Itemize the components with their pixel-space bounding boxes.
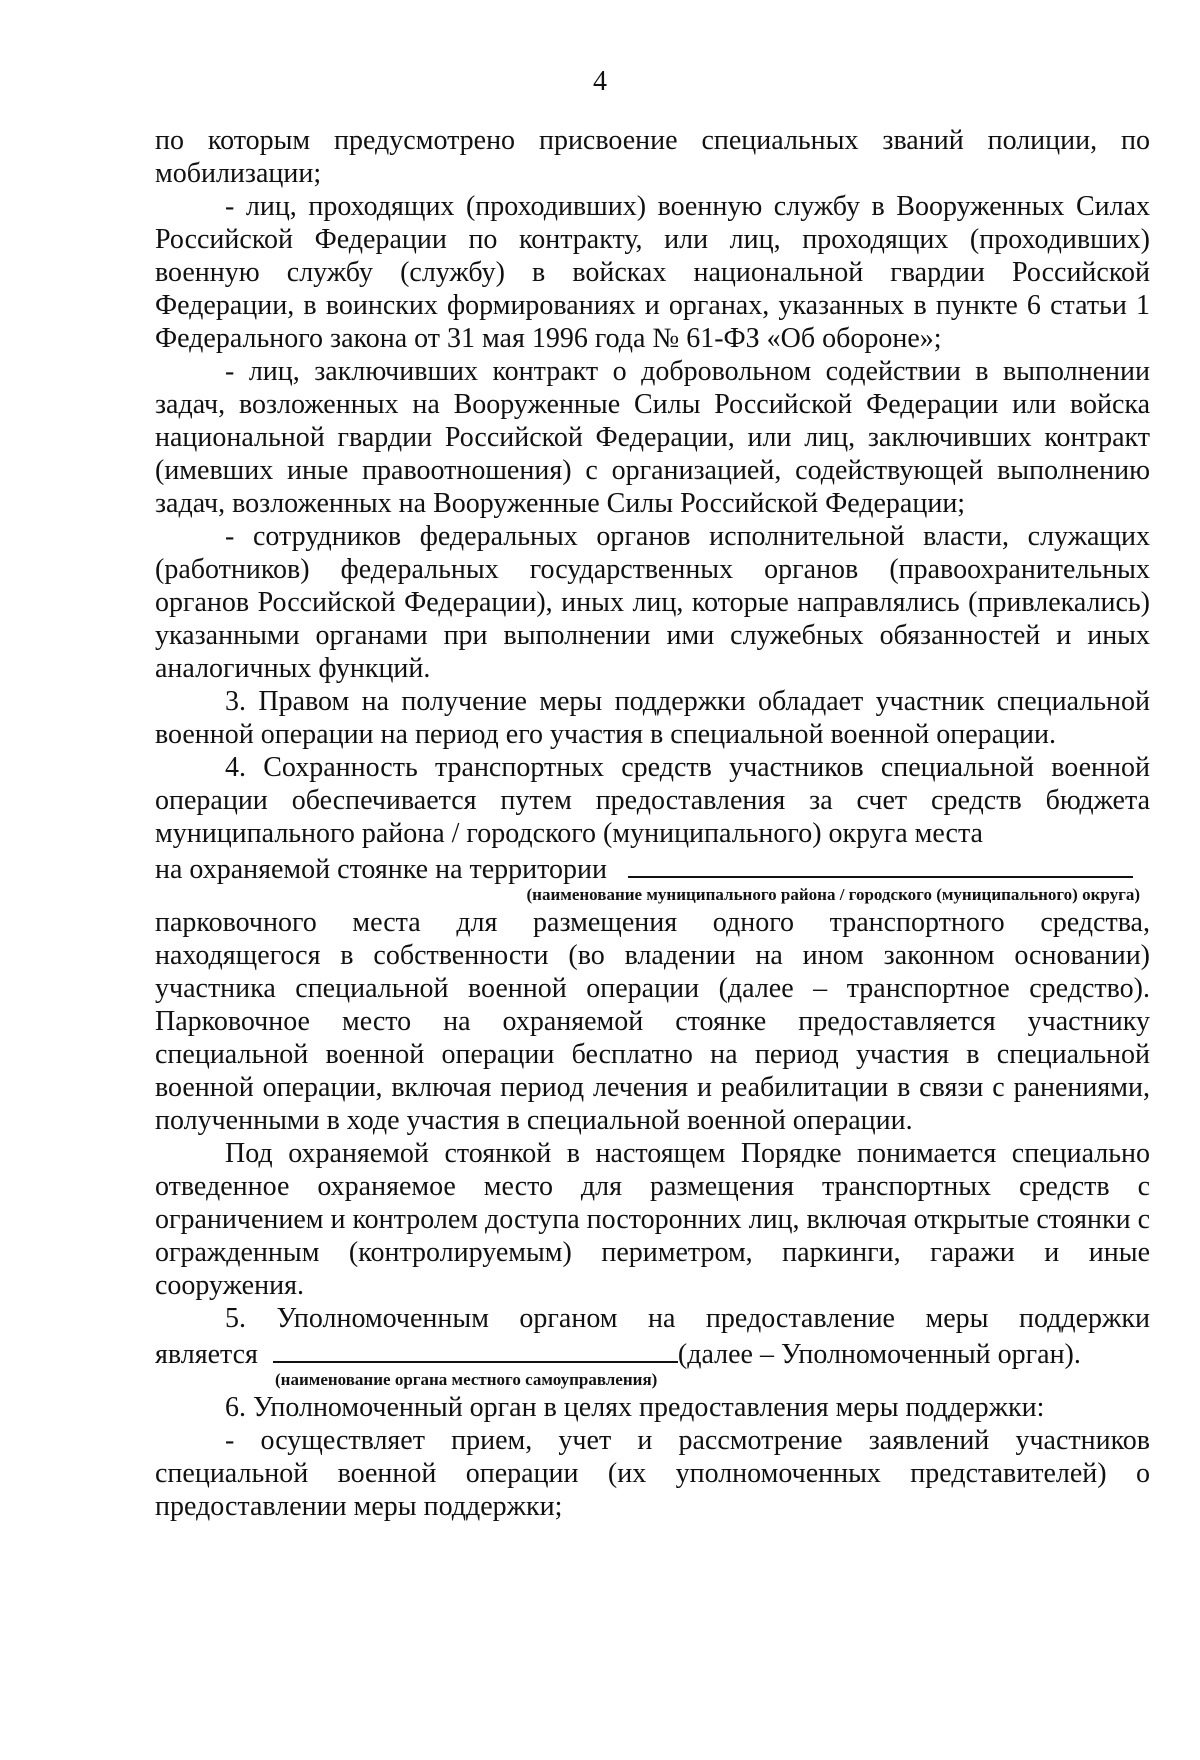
territory-line-text: на охраняемой стоянке на территории xyxy=(155,854,607,885)
authority-line-start: является xyxy=(155,1339,258,1370)
page-number: 4 xyxy=(593,66,607,97)
paragraph: 6. Уполномоченный орган в целях предоставления меры поддержки: xyxy=(225,1392,1045,1423)
paragraph: парковочного места для размещения одного транспортного средства, находящегося в собственности (во владении на ином законном основании) участника специальной военной операции (далее – транспортное средство). Парковочное место на охраняемой стоянке предоставляется участнику специальной военной операции бесплатно на период участия в специальной военной операции, включая период лечения и реабилитации в связи с ранениями, полученными в ходе участия в специальной военной операции. xyxy=(155,907,1150,1136)
paragraph: 3. Правом на получение меры поддержки обладает участник специальной военной операции на период его участия в специальной военной операции. xyxy=(155,686,1150,750)
territory-blank-field xyxy=(628,850,1133,878)
territory-line xyxy=(155,850,1150,886)
paragraph: 4. Сохранность транспортных средств участников специальной военной операции обеспечивается путем предоставления за счет средств бюджета муниципального района / городского (муниципального) округа места xyxy=(155,752,1150,849)
territory-field-hint: (наименование муниципального района / городского (муниципального) округа) xyxy=(526,885,1140,904)
authority-line-end: (далее – Уполномоченный орган). xyxy=(677,1339,1081,1370)
paragraph: - лиц, проходящих (проходивших) военную службу в Вооруженных Силах Российской Федерации по контракту, или лиц, проходящих (проходивших) военную службу (службу) в войсках национальной гвардии Российской Федерации, в воинских формированиях и органах, указанных в пункте 6 статьи 1 Федерального закона от 31 мая 1996 года № 61-ФЗ «Об обороне»; xyxy=(155,191,1150,354)
paragraph: 5. Уполномоченным органом на предоставление меры поддержки xyxy=(225,1303,1150,1334)
paragraph: по которым предусмотрено присвоение специальных званий полиции, по мобилизации; xyxy=(155,125,1150,189)
authority-field-hint: (наименование органа местного самоуправления) xyxy=(275,1370,658,1389)
paragraph: - осуществляет прием, учет и рассмотрение заявлений участников специальной военной операции (их уполномоченных представителей) о предоставлении меры поддержки; xyxy=(155,1425,1150,1522)
document-body xyxy=(155,124,1150,1523)
paragraph: Под охраняемой стоянкой в настоящем Порядке понимается специально отведенное охраняемое место для размещения транспортных средств с ограничением и контролем доступа посторонних лиц, включая открытые стоянки с огражденным (контролируемым) периметром, паркинги, гаражи и иные сооружения. xyxy=(155,1138,1150,1301)
authority-blank-field xyxy=(273,1335,678,1363)
paragraph: - лиц, заключивших контракт о добровольном содействии в выполнении задач, возложенных на Вооруженные Силы Российской Федерации или войска национальной гвардии Российской Федерации, или лиц, заключивших контракт (имевших иные правоотношения) с организацией, содействующей выполнению задач, возложенных на Вооруженные Силы Российской Федерации; xyxy=(155,356,1150,519)
authority-line xyxy=(155,1335,1150,1371)
paragraph: - сотрудников федеральных органов исполнительной власти, служащих (работников) федеральных государственных органов (правоохранительных органов Российской Федерации), иных лиц, которые направлялись (привлекались) указанными органами при выполнении ими служебных обязанностей и иных аналогичных функций. xyxy=(155,521,1150,684)
